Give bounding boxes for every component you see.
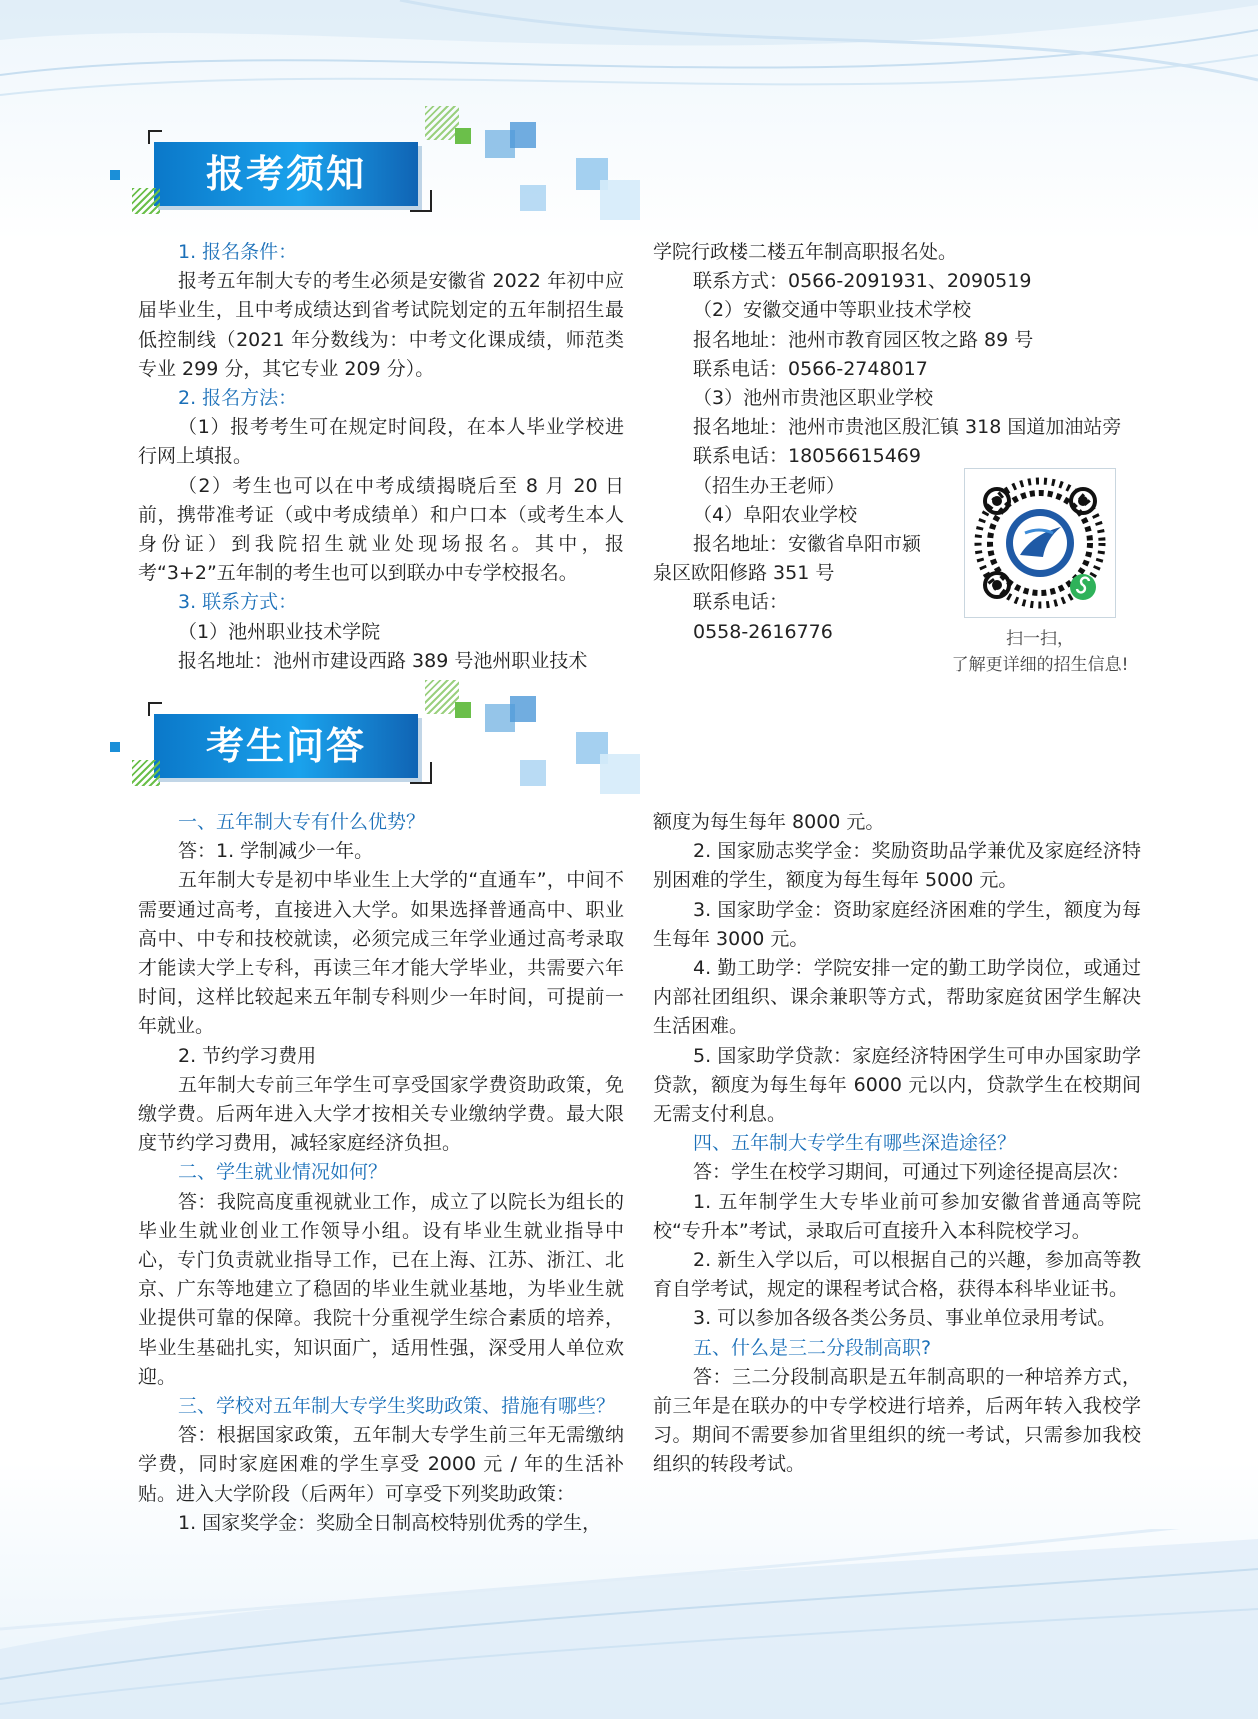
paragraph: 报名地址：池州市教育园区牧之路 89 号 xyxy=(693,328,1034,351)
paragraph: 联系电话：18056615469 xyxy=(693,445,921,468)
square-decoration xyxy=(510,696,536,722)
paragraph: 2. 节约学习费用 xyxy=(178,1044,317,1067)
paragraph: 报名地址：安徽省阜阳市颍 xyxy=(693,533,922,556)
school-logo-icon xyxy=(1006,509,1074,577)
paragraph: 联系电话： xyxy=(693,591,789,614)
square-decoration xyxy=(455,702,471,718)
qa-left-column xyxy=(138,808,624,1538)
corner-bracket xyxy=(410,762,432,784)
mini-program-icon xyxy=(1070,574,1096,600)
square-dot xyxy=(110,170,120,180)
paragraph: 0558-2616776 xyxy=(693,620,833,643)
paragraph: 答：1. 学制减少一年。 xyxy=(178,840,374,863)
paragraph: 额度为每生每年 8000 元。 xyxy=(653,811,885,833)
question-heading: 二、学生就业情况如何？ xyxy=(178,1161,388,1184)
paragraph: （3）池州市贵池区职业学校 xyxy=(693,387,934,410)
square-decoration xyxy=(520,185,546,211)
paragraph: 4. 勤工助学：学院安排一定的勤工助学岗位，或通过内部社团组织、课余兼职等方式，帮助家庭贫困学生解决生活困难。 xyxy=(653,957,1141,1038)
question-heading: 五、什么是三二分段制高职? xyxy=(693,1336,932,1359)
square-decoration xyxy=(510,122,536,148)
paragraph: 报名地址：池州市建设西路 389 号池州职业技术 xyxy=(178,649,588,672)
hatch-decoration xyxy=(132,760,160,786)
question-heading: 一、五年制大专有什么优势？ xyxy=(178,811,426,833)
paragraph: 3. 可以参加各级各类公务员、事业单位录用考试。 xyxy=(693,1307,1117,1330)
paragraph: 答：根据国家政策，五年制大专学生前三年无需缴纳学费，同时家庭困难的学生享受 2000 元 / 年的生活补贴。进入大学阶段（后两年）可享受下列奖助政策： xyxy=(138,1424,624,1505)
qr-caption xyxy=(920,626,1160,678)
paragraph: 泉区欧阳修路 351 号 xyxy=(653,562,835,585)
question-heading: 四、五年制大专学生有哪些深造途径？ xyxy=(693,1132,1017,1155)
qr-caption-line-2: 了解更详细的招生信息! xyxy=(951,655,1129,675)
paragraph: （招生办王老师） xyxy=(693,474,846,497)
paragraph: 学院行政楼二楼五年制高职报名处。 xyxy=(653,241,958,263)
square-decoration xyxy=(600,180,640,220)
paragraph: （2）考生也可以在中考成绩揭晓后至 8 月 20 日前，携带准考证（或中考成绩单）和户口本（或考生本人身份证）到我院招生就业处现场报名。其中，报考“3+2”五年制的考生也可以到联办中专学校报名。 xyxy=(138,474,624,585)
paragraph: 报名地址：池州市贵池区殷汇镇 318 国道加油站旁 xyxy=(693,416,1122,439)
paragraph: 联系方式：0566-2091931、2090519 xyxy=(693,270,1032,293)
paragraph: （1）报考考生可在规定时间段，在本人毕业学校进行网上填报。 xyxy=(138,416,624,468)
bottom-wave-decoration xyxy=(0,1529,1258,1719)
square-decoration xyxy=(520,760,546,786)
section-title: 报考须知 xyxy=(205,152,366,196)
square-dot xyxy=(110,742,120,752)
header-bar xyxy=(154,714,418,778)
question-heading: 2. 报名方法： xyxy=(178,387,298,410)
paragraph: 2. 新生入学以后，可以根据自己的兴趣，参加高等教育自学考试，规定的课程考试合格，获得本科毕业证书。 xyxy=(653,1249,1141,1301)
paragraph: 5. 国家助学贷款：家庭经济特困学生可申办国家助学贷款，额度为每生每年 6000 元以内，贷款学生在校期间无需支付利息。 xyxy=(653,1044,1141,1126)
corner-bracket xyxy=(410,190,432,212)
paragraph: （1）池州职业技术学院 xyxy=(178,620,381,643)
hatch-decoration xyxy=(132,188,160,214)
paragraph: 1. 国家奖学金：奖励全日制高校特别优秀的学生， xyxy=(178,1511,602,1534)
paragraph: 联系电话：0566-2748017 xyxy=(693,357,928,380)
paragraph: 报考五年制大专的考生必须是安徽省 2022 年初中应届毕业生，且中考成绩达到省考试院划定的五年制招生最低控制线（2021 年分数线为：中考文化课成绩，师范类专业 299 分，其它专业 209 分）。 xyxy=(138,270,624,380)
registration-left-column xyxy=(138,238,624,676)
paragraph: （2）安徽交通中等职业技术学校 xyxy=(693,299,972,322)
paragraph: 1. 五年制学生大专毕业前可参加安徽省普通高等院校“专升本”考试，录取后可直接升入本科院校学习。 xyxy=(653,1190,1141,1242)
section-title: 考生问答 xyxy=(205,724,366,768)
paragraph: 3. 国家助学金：资助家庭经济困难的学生，额度为每生每年 3000 元。 xyxy=(653,898,1141,950)
question-heading: 1. 报名条件： xyxy=(178,241,298,263)
paragraph: 五年制大专前三年学生可享受国家学费资助政策，免缴学费。后两年进入大学才按相关专业缴纳学费。最大限度节约学习费用，减轻家庭经济负担。 xyxy=(138,1073,624,1155)
paragraph: 五年制大专是初中毕业生上大学的“直通车”，中间不需要通过高考，直接进入大学。如果选择普通高中、职业高中、中专和技校就读，必须完成三年学业通过高考录取才能读大学上专科，再读三年才能大学毕业，共需要六年时间，这样比较起来五年制专科则少一年时间，可提前一年就业。 xyxy=(138,869,624,1038)
paragraph: 2. 国家励志奖学金：奖励资助品学兼优及家庭经济特别困难的学生，额度为每生每年 5000 元。 xyxy=(653,840,1141,892)
question-heading: 3. 联系方式： xyxy=(178,591,298,614)
square-decoration xyxy=(600,754,640,794)
paragraph: 答：三二分段制高职是五年制高职的一种培养方式，前三年是在联办的中专学校进行培养，后两年转入我校学习。期间不需要参加省里组织的统一考试，只需参加我校组织的转段考试。 xyxy=(653,1365,1141,1476)
qr-code-icon xyxy=(964,468,1116,618)
qa-right-column xyxy=(653,808,1141,1480)
paragraph: （4）阜阳农业学校 xyxy=(693,503,858,526)
top-wave-decoration xyxy=(0,0,1258,120)
paragraph: 答：我院高度重视就业工作，成立了以院长为组长的毕业生就业创业工作领导小组。设有毕业生就业指导中心，专门负责就业指导工作，已在上海、江苏、浙江、北京、广东等地建立了稳固的毕业生就业基地，为毕业生就业提供可靠的保障。我院十分重视学生综合素质的培养，毕业生基础扎实，知识面广，适用性强，深受用人单位欢迎。 xyxy=(138,1190,624,1388)
qr-caption-line-1: 扫一扫， xyxy=(1006,629,1074,649)
paragraph: 答：学生在校学习期间，可通过下列途径提高层次： xyxy=(693,1161,1131,1184)
question-heading: 三、学校对五年制大专学生奖助政策、措施有哪些？ xyxy=(178,1395,616,1418)
hatch-decoration xyxy=(425,680,459,714)
square-decoration xyxy=(455,128,471,144)
hatch-decoration xyxy=(425,106,459,140)
header-bar xyxy=(154,142,418,206)
